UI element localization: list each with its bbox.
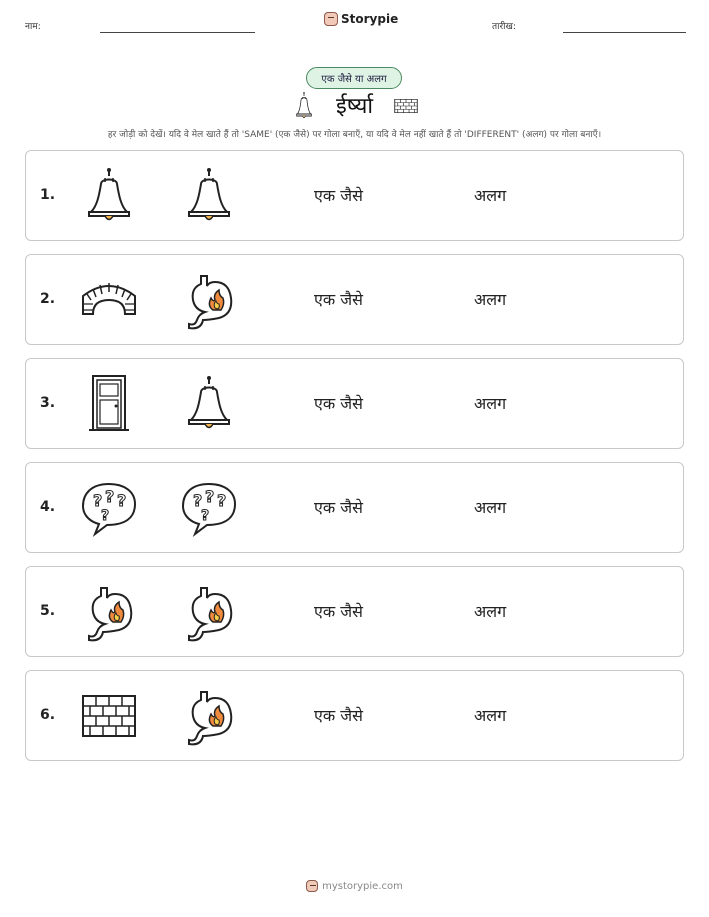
question-number: 3.	[40, 395, 56, 411]
same-option[interactable]: एक जैसे	[314, 706, 363, 725]
question-row-5	[25, 566, 684, 657]
question-row-3	[25, 358, 684, 449]
different-option[interactable]: अलग	[474, 706, 507, 725]
question-bubble-icon	[179, 478, 239, 538]
different-option[interactable]: अलग	[474, 186, 507, 205]
brick-wall-icon	[393, 96, 419, 116]
question-number: 4.	[40, 499, 56, 515]
question-number: 5.	[40, 603, 56, 619]
same-option[interactable]: एक जैसे	[314, 394, 363, 413]
title-row	[0, 88, 709, 122]
question-row-6	[25, 670, 684, 761]
same-option[interactable]: एक जैसे	[314, 498, 363, 517]
different-option[interactable]: अलग	[474, 498, 507, 517]
name-label: नाम:	[25, 22, 41, 32]
different-option[interactable]: अलग	[474, 602, 507, 621]
footer	[0, 880, 709, 892]
question-number: 1.	[40, 187, 56, 203]
bell-icon	[79, 166, 139, 226]
date-line[interactable]	[563, 32, 686, 33]
worksheet-title: ईर्ष्या	[335, 94, 374, 119]
storypie-logo-icon	[324, 12, 338, 26]
date-label: तारीख:	[492, 22, 516, 32]
stomach-fire-icon	[179, 686, 239, 746]
brick-wall-icon	[79, 686, 139, 746]
question-row-2	[25, 254, 684, 345]
bell-icon	[179, 166, 239, 226]
different-option[interactable]: अलग	[474, 394, 507, 413]
question-number: 2.	[40, 291, 56, 307]
worksheet-type-pill: एक जैसे या अलग	[306, 67, 402, 89]
name-line[interactable]	[100, 32, 255, 33]
stomach-fire-icon	[79, 582, 139, 642]
storypie-logo-text: Storypie	[341, 12, 399, 26]
storypie-footer-icon	[306, 880, 318, 892]
instructions: हर जोड़ी को देखें। यदि वे मेल खाते हैं तो 'SAME' (एक जैसे) पर गोला बनाएँ, या यदि वे मेल नहीं खाते हैं तो 'DIFFERENT' (अलग) पर गोला बनाएँ।	[107, 130, 602, 140]
same-option[interactable]: एक जैसे	[314, 186, 363, 205]
stomach-fire-icon	[179, 270, 239, 330]
footer-site: mystorypie.com	[322, 880, 403, 892]
question-number: 6.	[40, 707, 56, 723]
door-icon	[79, 374, 139, 434]
question-bubble-icon	[79, 478, 139, 538]
stomach-fire-icon	[179, 582, 239, 642]
bell-icon	[179, 374, 239, 434]
storypie-logo	[324, 12, 398, 26]
question-row-4	[25, 462, 684, 553]
different-option[interactable]: अलग	[474, 290, 507, 309]
same-option[interactable]: एक जैसे	[314, 290, 363, 309]
question-row-1	[25, 150, 684, 241]
bridge-icon	[79, 270, 139, 330]
same-option[interactable]: एक जैसे	[314, 602, 363, 621]
